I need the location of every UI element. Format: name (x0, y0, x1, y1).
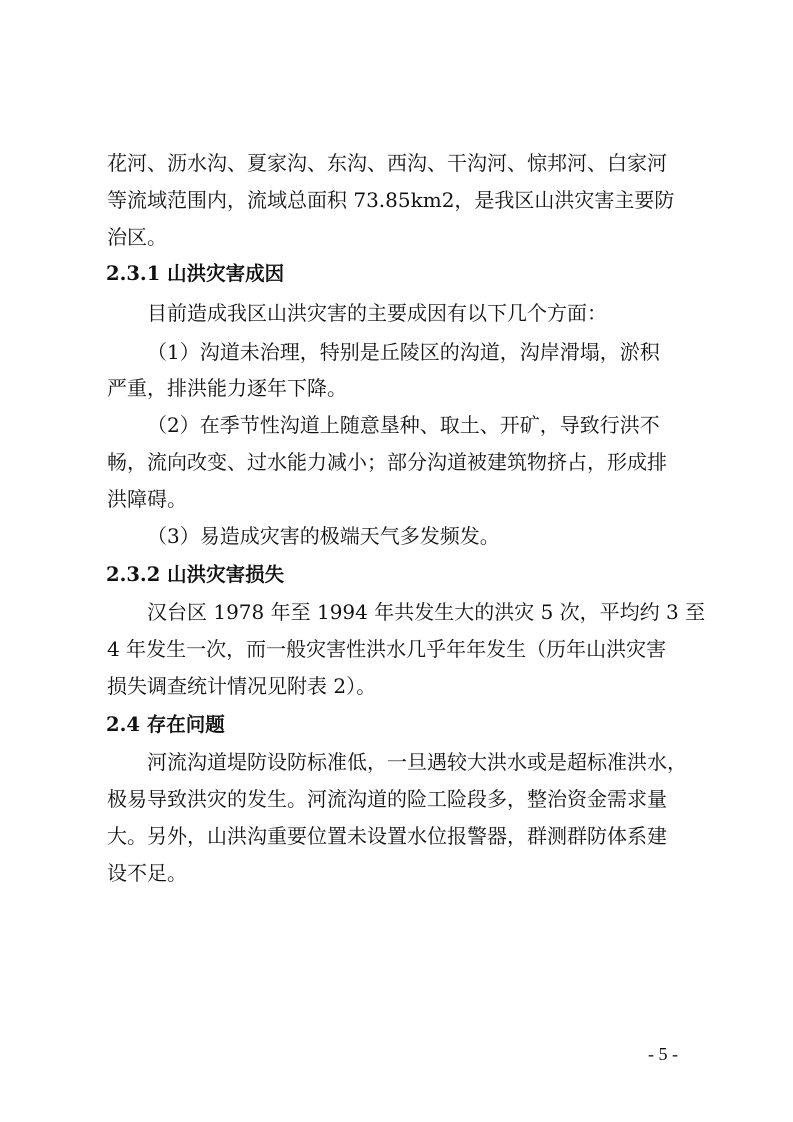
list-item-line: （2）在季节性沟道上随意垦种、取土、开矿，导致行洪不 (147, 413, 660, 437)
list-item-line: 洪障碍。 (107, 487, 187, 511)
section-heading-2-4: 2.4 存在问题 (106, 713, 225, 736)
paragraph-line: 治区。 (107, 225, 167, 249)
list-item-line: （1）沟道未治理，特别是丘陵区的沟道，沟岸滑塌，淤积 (147, 340, 660, 364)
paragraph-line: 损失调查统计情况见附表 2）。 (107, 674, 377, 698)
section-heading-2-3-2: 2.3.2 山洪灾害损失 (106, 563, 285, 586)
list-item-line: （3）易造成灾害的极端天气多发频发。 (147, 524, 500, 548)
list-item-line: 畅，流向改变、过水能力减小；部分沟道被建筑物挤占，形成排 (107, 450, 667, 474)
paragraph-line: 设不足。 (107, 861, 187, 885)
page-number: - 5 - (648, 1044, 678, 1064)
paragraph-line: 等流域范围内，流域总面积 73.85km2，是我区山洪灾害主要防 (107, 188, 675, 212)
paragraph-line: 河流沟道堤防设防标准低，一旦遇较大洪水或是超标准洪水， (147, 750, 687, 774)
paragraph-line: 极易导致洪灾的发生。河流沟道的险工险段多，整治资金需求量 (107, 787, 667, 811)
paragraph-line: 4 年发生一次，而一般灾害性洪水几乎年年发生（历年山洪灾害 (107, 637, 667, 661)
paragraph-line: 大。另外，山洪沟重要位置未设置水位报警器，群测群防体系建 (107, 824, 667, 848)
paragraph-line: 目前造成我区山洪灾害的主要成因有以下几个方面： (147, 301, 607, 325)
section-heading-2-3-1: 2.3.1 山洪灾害成因 (106, 262, 285, 285)
list-item-line: 严重，排洪能力逐年下降。 (107, 376, 347, 400)
paragraph-line: 汉台区 1978 年至 1994 年共发生大的洪灾 5 次，平均约 3 至 (147, 600, 706, 624)
paragraph-line: 花河、沥水沟、夏家沟、东沟、西沟、干沟河、惊邦河、白家河 (107, 151, 667, 175)
